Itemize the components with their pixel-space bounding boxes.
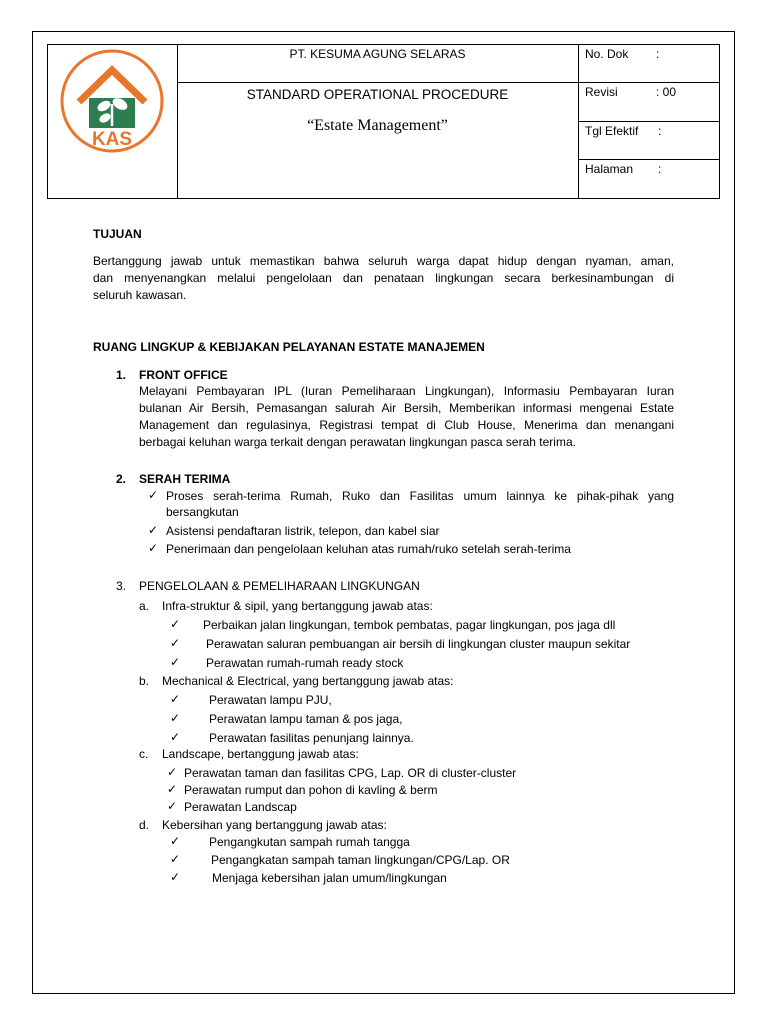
- purpose-heading: TUJUAN: [93, 227, 142, 241]
- check-icon: ✓: [167, 799, 178, 813]
- subsection-letter: b.: [139, 674, 150, 688]
- scope-heading: RUANG LINGKUP & KEBIJAKAN PELAYANAN ESTATE MANAJEMEN: [93, 340, 485, 354]
- handover-title: SERAH TERIMA: [139, 472, 231, 486]
- check-icon: ✓: [167, 765, 178, 779]
- section-number: 2.: [116, 472, 127, 486]
- header-divider: [578, 159, 720, 160]
- header-divider: [578, 82, 720, 83]
- header-table: [47, 44, 720, 199]
- landscape-item: Perawatan Landscap: [184, 800, 297, 814]
- infrastructure-item: Perawatan rumah-rumah ready stock: [206, 656, 404, 670]
- effective-date-label: Tgl Efektif: [585, 124, 639, 138]
- mechanical-item: Perawatan lampu PJU,: [209, 693, 332, 707]
- cleaning-item: Pengangkutan sampah rumah tangga: [209, 835, 410, 849]
- infrastructure-item: Perbaikan jalan lingkungan, tembok pembatas, pagar lingkungan, pos jaga dll: [203, 618, 616, 632]
- front-office-line: berbagai keluhan warga terkait dengan perawatan lingkungan pasca serah terima.: [139, 435, 576, 449]
- check-icon: ✓: [148, 523, 159, 537]
- page-value: :: [658, 162, 662, 176]
- front-office-line: Melayani Pembayaran IPL (Iuran Pemeliharaan Lingkungan), Informasiu Pembayaran Iuran: [139, 384, 674, 398]
- cleaning-item: Menjaga kebersihan jalan umum/lingkungan: [212, 871, 447, 885]
- check-icon: ✓: [170, 655, 181, 669]
- infrastructure-title: Infra-struktur & sipil, yang bertanggung jawab atas:: [162, 599, 433, 613]
- landscape-title: Landscape, bertanggung jawab atas:: [162, 747, 359, 761]
- front-office-title: FRONT OFFICE: [139, 368, 228, 382]
- revision-label: Revisi: [585, 85, 618, 99]
- check-icon: ✓: [170, 870, 181, 884]
- doc-number-label: No. Dok: [585, 47, 629, 61]
- check-icon: ✓: [170, 730, 181, 744]
- doc-number-value: :: [656, 47, 660, 61]
- handover-item: Asistensi pendaftaran listrik, telepon, dan kabel siar: [166, 524, 440, 538]
- subsection-letter: d.: [139, 818, 150, 832]
- section-number: 1.: [116, 368, 127, 382]
- cleaning-title: Kebersihan yang bertanggung jawab atas:: [162, 818, 387, 832]
- subsection-letter: c.: [139, 747, 149, 761]
- landscape-item: Perawatan rumput dan pohon di kavling & berm: [184, 783, 438, 797]
- company-name: PT. KESUMA AGUNG SELARAS: [289, 47, 466, 61]
- effective-date-value: :: [658, 124, 662, 138]
- check-icon: ✓: [170, 834, 181, 848]
- check-icon: ✓: [170, 617, 181, 631]
- subsection-letter: a.: [139, 599, 150, 613]
- mechanical-item: Perawatan lampu taman & pos jaga,: [209, 712, 403, 726]
- company-logo: [59, 48, 165, 154]
- logo-text: KAS: [91, 129, 133, 150]
- purpose-line: seluruh kawasan.: [93, 288, 187, 302]
- front-office-line: Management dan regulasinya, Registrasi tempat di Club House, Menerima dan menangani: [139, 418, 674, 432]
- header-divider: [578, 121, 720, 122]
- page-label: Halaman: [585, 162, 634, 176]
- revision-value: : 00: [656, 85, 677, 99]
- check-icon: ✓: [170, 711, 181, 725]
- section-number: 3.: [116, 579, 127, 593]
- landscape-item: Perawatan taman dan fasilitas CPG, Lap. OR di cluster-cluster: [184, 766, 517, 780]
- handover-item: Proses serah-terima Rumah, Ruko dan Fasilitas umum lainnya ke pihak-pihak yang: [166, 489, 674, 503]
- mechanical-item: Perawatan fasilitas penunjang lainnya.: [209, 731, 414, 745]
- check-icon: ✓: [170, 692, 181, 706]
- front-office-line: bulanan Air Bersih, Pemasangan salurah Air Bersih, Memberikan informasi mengenai Estate: [139, 401, 674, 415]
- document-title: “Estate Management”: [307, 117, 448, 134]
- check-icon: ✓: [148, 541, 159, 555]
- mechanical-title: Mechanical & Electrical, yang bertanggung jawab atas:: [162, 674, 454, 688]
- purpose-line: Bertanggung jawab untuk memastikan bahwa seluruh warga dapat hidup dengan nyaman, aman,: [93, 254, 674, 268]
- document-type: STANDARD OPERATIONAL PROCEDURE: [246, 87, 509, 102]
- cleaning-item: Pengangkatan sampah taman lingkungan/CPG/Lap. OR: [211, 853, 510, 867]
- check-icon: ✓: [170, 636, 181, 650]
- environment-title: PENGELOLAAN & PEMELIHARAAN LINGKUNGAN: [139, 579, 420, 593]
- handover-item: Penerimaan dan pengelolaan keluhan atas rumah/ruko setelah serah-terima: [166, 542, 571, 556]
- check-icon: ✓: [170, 852, 181, 866]
- header-divider: [177, 82, 578, 83]
- purpose-line: dan menyenangkan melalui pengelolaan dan penataan lingkungan secara berkesinambungan di: [93, 271, 674, 285]
- check-icon: ✓: [148, 488, 159, 502]
- handover-item: bersangkutan: [166, 505, 239, 519]
- check-icon: ✓: [167, 782, 178, 796]
- infrastructure-item: Perawatan saluran pembuangan air bersih di lingkungan cluster maupun sekitar: [206, 637, 631, 651]
